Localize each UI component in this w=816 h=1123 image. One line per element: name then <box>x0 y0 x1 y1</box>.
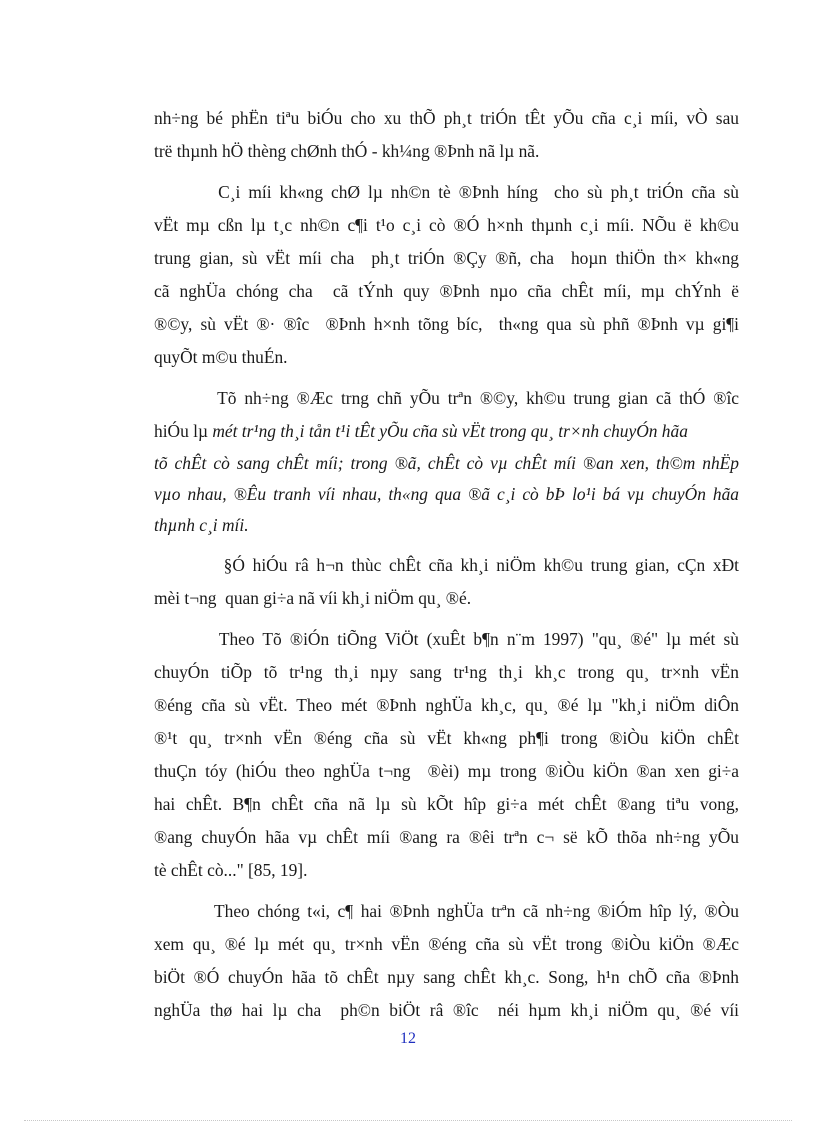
paragraph <box>154 895 739 1027</box>
text-line: mèi t¬ng quan gi÷a nã víi kh¸i niÖm qu¸ ®é. <box>154 588 472 608</box>
text-line: trung gian, sù vËt míi cha ph¸t triÓn ®Çy ®ñ, cha hoµn thiÖn th× kh«ng <box>154 248 739 268</box>
text-line <box>154 415 739 448</box>
text-line: nghÜa thø hai lµ cha ph©n biÖt râ ®îc néi hµm kh¸i niÖm qu¸ ®é víi <box>154 1000 739 1020</box>
text-line: §Ó hiÓu râ h¬n thùc chÊt cña kh¸i niÖm kh©u trung gian, cÇn xÐt <box>154 555 739 575</box>
text-line: biÖt ®Ó chuyÓn hãa tõ chÊt nµy sang chÊt kh¸c. Song, h¹n chÕ cña ®Þnh <box>154 967 739 987</box>
text-line: hai chÊt. B¶n chÊt cña nã lµ sù kÕt hîp gi÷a mét chÊt ®ang tiªu vong, <box>154 794 739 814</box>
text-line: vËt mµ cßn lµ t¸c nh©n c¶i t¹o c¸i cò ®Ó h×nh thµnh c¸i míi. NÕu ë kh©u <box>154 215 739 235</box>
text-line: nh÷ng bé phËn tiªu biÓu cho xu thÕ ph¸t triÓn tÊt yÕu cña c¸i míi, vÒ sau <box>154 108 739 128</box>
italic-definition-line: vµo nhau, ®Êu tranh víi nhau, th«ng qua ®ã c¸i cò bÞ lo¹i bá vµ chuyÓn hãa <box>154 484 739 504</box>
italic-definition-start: mét tr¹ng th¸i tån t¹i tÊt yÕu cña sù vËt trong qu¸ tr×nh chuyÓn hãa <box>212 421 688 441</box>
text-line: chuyÓn tiÕp tõ tr¹ng th¸i nµy sang tr¹ng th¸i kh¸c trong qu¸ tr×nh vËn <box>154 662 739 682</box>
text-line: Theo Tõ ®iÓn tiÕng ViÖt (xuÊt b¶n n¨m 1997) "qu¸ ®é" lµ mét sù <box>154 629 739 649</box>
text-line: C¸i míi kh«ng chØ lµ nh©n tè ®Þnh híng cho sù ph¸t triÓn cña sù <box>154 182 739 202</box>
paragraph <box>154 623 739 887</box>
page-bottom-divider <box>24 1120 792 1121</box>
body-text <box>154 102 739 1027</box>
text-line: Theo chóng t«i, c¶ hai ®Þnh nghÜa trªn cã nh÷ng ®iÓm hîp lý, ®Òu <box>154 901 739 921</box>
text-line: ®©y, sù vËt ®· ®îc ®Þnh h×nh tõng bíc, th«ng qua sù phñ ®Þnh vµ gi¶i <box>154 314 739 334</box>
text-line: ®éng cña sù vËt. Theo mét ®Þnh nghÜa kh¸c, qu¸ ®é lµ "kh¸i niÖm diÔn <box>154 695 739 715</box>
italic-definition-line: thµnh c¸i míi. <box>154 515 249 535</box>
text-line: thuÇn tóy (hiÓu theo nghÜa t¬ng ®èi) mµ trong ®iÒu kiÖn ®an xen gi÷a <box>154 761 739 781</box>
text-line: cã nghÜa chóng cha cã tÝnh quy ®Þnh nµo cña chÊt míi, mµ chÝnh ë <box>154 281 739 301</box>
text-line: xem qu¸ ®é lµ mét qu¸ tr×nh vËn ®éng cña sù vËt trong ®iÒu kiÖn ®Æc <box>154 934 739 954</box>
page-number: 12 <box>400 1030 416 1047</box>
text-line: quyÕt m©u thuÉn. <box>154 347 288 367</box>
text-line: ®ang chuyÓn hãa vµ chÊt míi ®ang ra ®êi trªn c¬ së kÕ thõa nh÷ng yÕu <box>154 827 739 847</box>
paragraph <box>154 102 739 168</box>
paragraph <box>154 549 739 615</box>
paragraph <box>154 176 739 374</box>
text-line: ®¹t qu¸ tr×nh vËn ®éng cña sù vËt kh«ng ph¶i trong ®iÒu kiÖn chÊt <box>154 728 739 748</box>
text-line: Tõ nh÷ng ®Æc trng chñ yÕu trªn ®©y, kh©u trung gian cã thÓ ®îc <box>154 388 739 408</box>
paragraph <box>154 382 739 541</box>
text-line: trë thµnh hÖ thèng chØnh thÓ - kh¼ng ®Þnh nã lµ nã. <box>154 141 540 161</box>
text-run: hiÓu lµ <box>154 421 213 441</box>
italic-definition-line: tõ chÊt cò sang chÊt míi; trong ®ã, chÊt cò vµ chÊt míi ®an xen, th©m nhËp <box>154 453 739 473</box>
text-line: tè chÊt cò..." [85, 19]. <box>154 860 308 880</box>
